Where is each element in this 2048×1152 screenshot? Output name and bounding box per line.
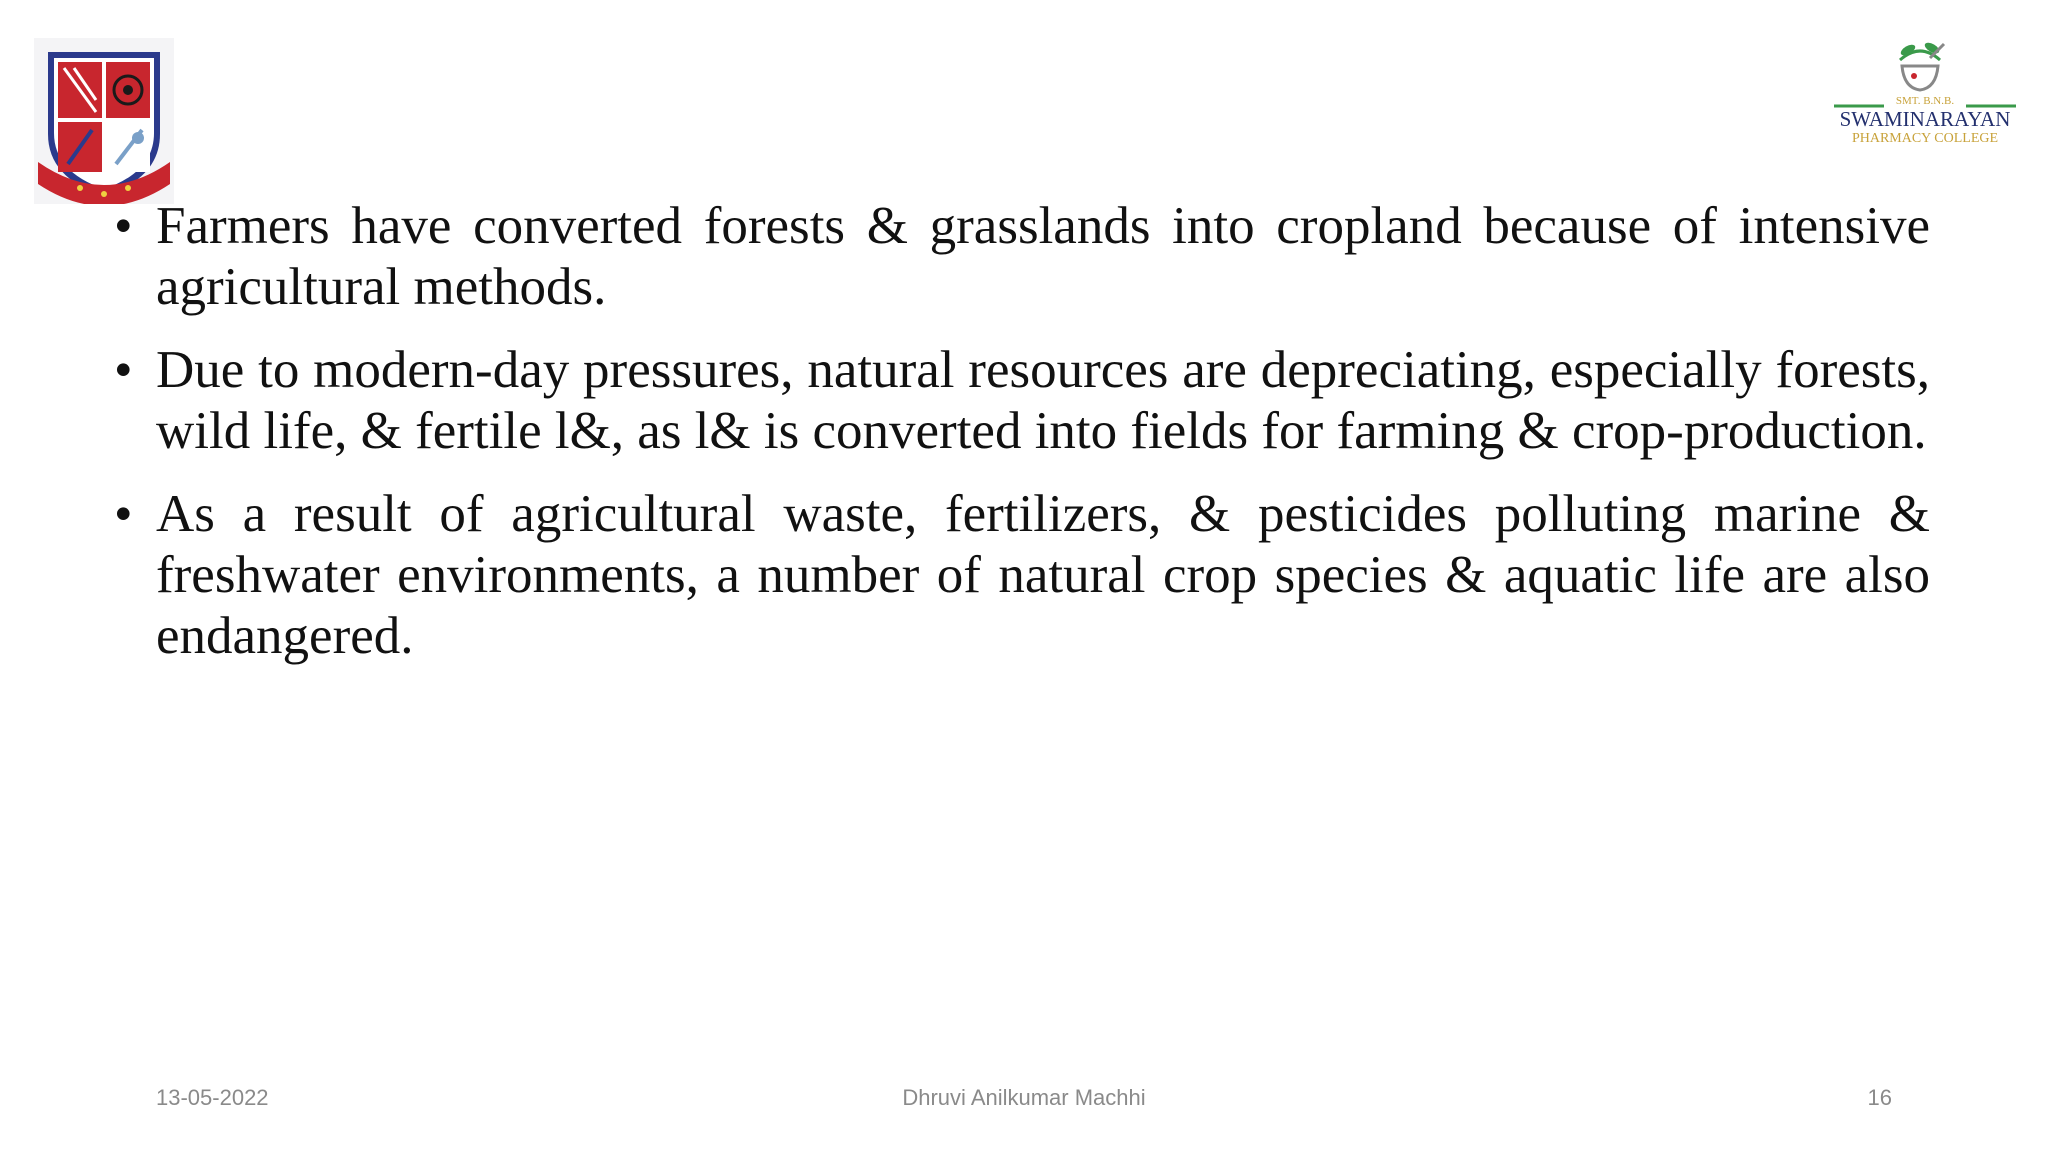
bullet-icon: • — [114, 197, 133, 255]
bullet-text: Farmers have converted forests & grasslands into cropland because of intensive agricultural methods. — [156, 197, 1930, 316]
footer-date: 13-05-2022 — [156, 1085, 269, 1110]
bullet-icon: • — [114, 341, 133, 399]
bullet-item — [114, 340, 1930, 462]
footer-author: Dhruvi Anilkumar Machhi — [902, 1085, 1146, 1110]
bullet-text: Due to modern-day pressures, natural resources are depreciating, especially forests, wild life, & fertile l&, as l& is converted into fields for farming & crop-production. — [156, 341, 1930, 460]
pharmacy-college-logo — [1834, 36, 2016, 154]
logo-line-3: PHARMACY COLLEGE — [1851, 131, 1999, 146]
slide-body — [114, 196, 1930, 689]
logo-line-1: SMT. B.N.B. — [1895, 95, 1955, 107]
bullet-item — [114, 196, 1930, 318]
university-crest-icon — [34, 38, 174, 204]
pharmacy-mortar-leaf-icon — [1899, 41, 1944, 90]
bullet-item — [114, 484, 1930, 667]
footer-page-number: 16 — [1867, 1085, 1892, 1110]
bullet-icon: • — [114, 485, 133, 543]
bullet-text: As a result of agricultural waste, fertilizers, & pesticides polluting marine & freshwater environments, a number of natural crop species & aquatic life are also endangered. — [156, 485, 1930, 665]
logo-line-2: SWAMINARAYAN — [1839, 107, 2011, 131]
